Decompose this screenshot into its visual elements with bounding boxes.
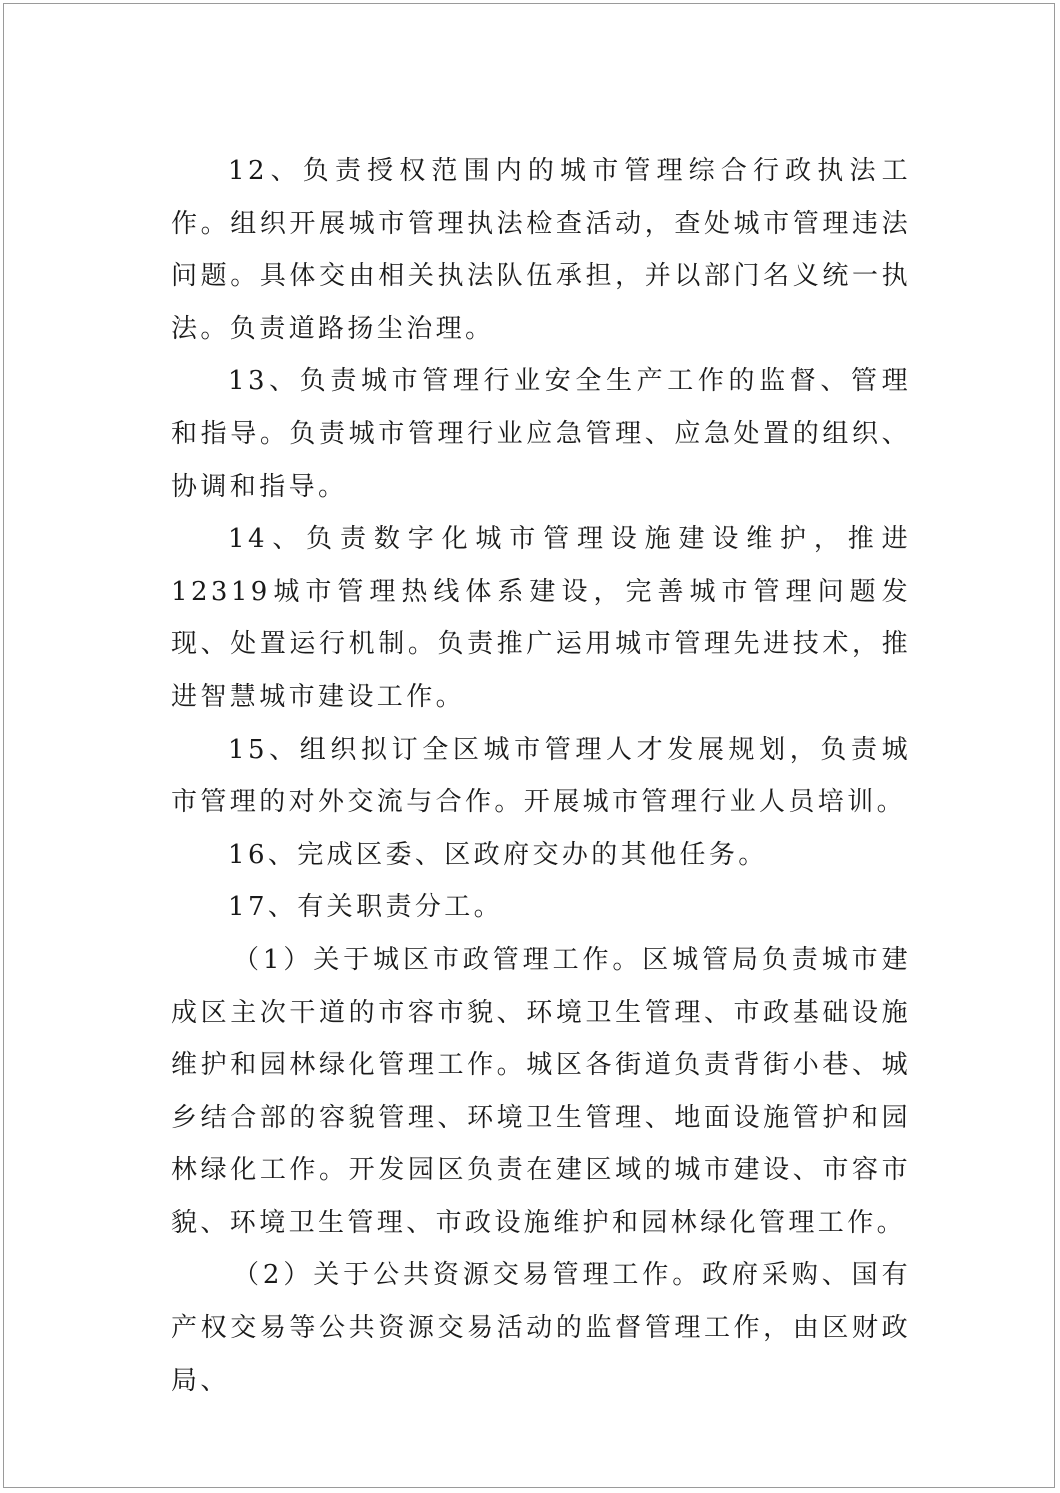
document-body [171,145,911,1407]
page-frame [3,3,1055,1488]
paragraph-item-13: 13、负责城市管理行业安全生产工作的监督、管理和指导。负责城市管理行业应急管理、应急处置的组织、协调和指导。 [171,366,911,502]
paragraph-item-12: 12、负责授权范围内的城市管理综合行政执法工作。组织开展城市管理执法检查活动，查处城市管理违法问题。具体交由相关执法队伍承担，并以部门名义统一执法。负责道路扬尘治理。 [171,156,911,344]
paragraph-item-15: 15、组织拟订全区城市管理人才发展规划，负责城市管理的对外交流与合作。开展城市管理行业人员培训。 [171,734,911,818]
paragraph-item-17: 17、有关职责分工。 [228,892,504,923]
paragraph-item-14: 14、负责数字化城市管理设施建设维护，推进12319城市管理热线体系建设，完善城市管理问题发现、处置运行机制。负责推广运用城市管理先进技术，推进智慧城市建设工作。 [171,524,911,712]
paragraph-item-16: 16、完成区委、区政府交办的其他任务。 [228,839,768,870]
paragraph-subitem-1: （1）关于城区市政管理工作。区城管局负责城市建成区主次干道的市容市貌、环境卫生管理、市政基础设施维护和园林绿化管理工作。城区各街道负责背街小巷、城乡结合部的容貌管理、环境卫生管理、地面设施管护和园林绿化工作。开发园区负责在建区域的城市建设、市容市貌、环境卫生管理、市政设施维护和园林绿化管理工作。 [171,944,911,1238]
paragraph-subitem-2: （2）关于公共资源交易管理工作。政府采购、国有产权交易等公共资源交易活动的监督管理工作，由区财政局、 [171,1260,911,1396]
